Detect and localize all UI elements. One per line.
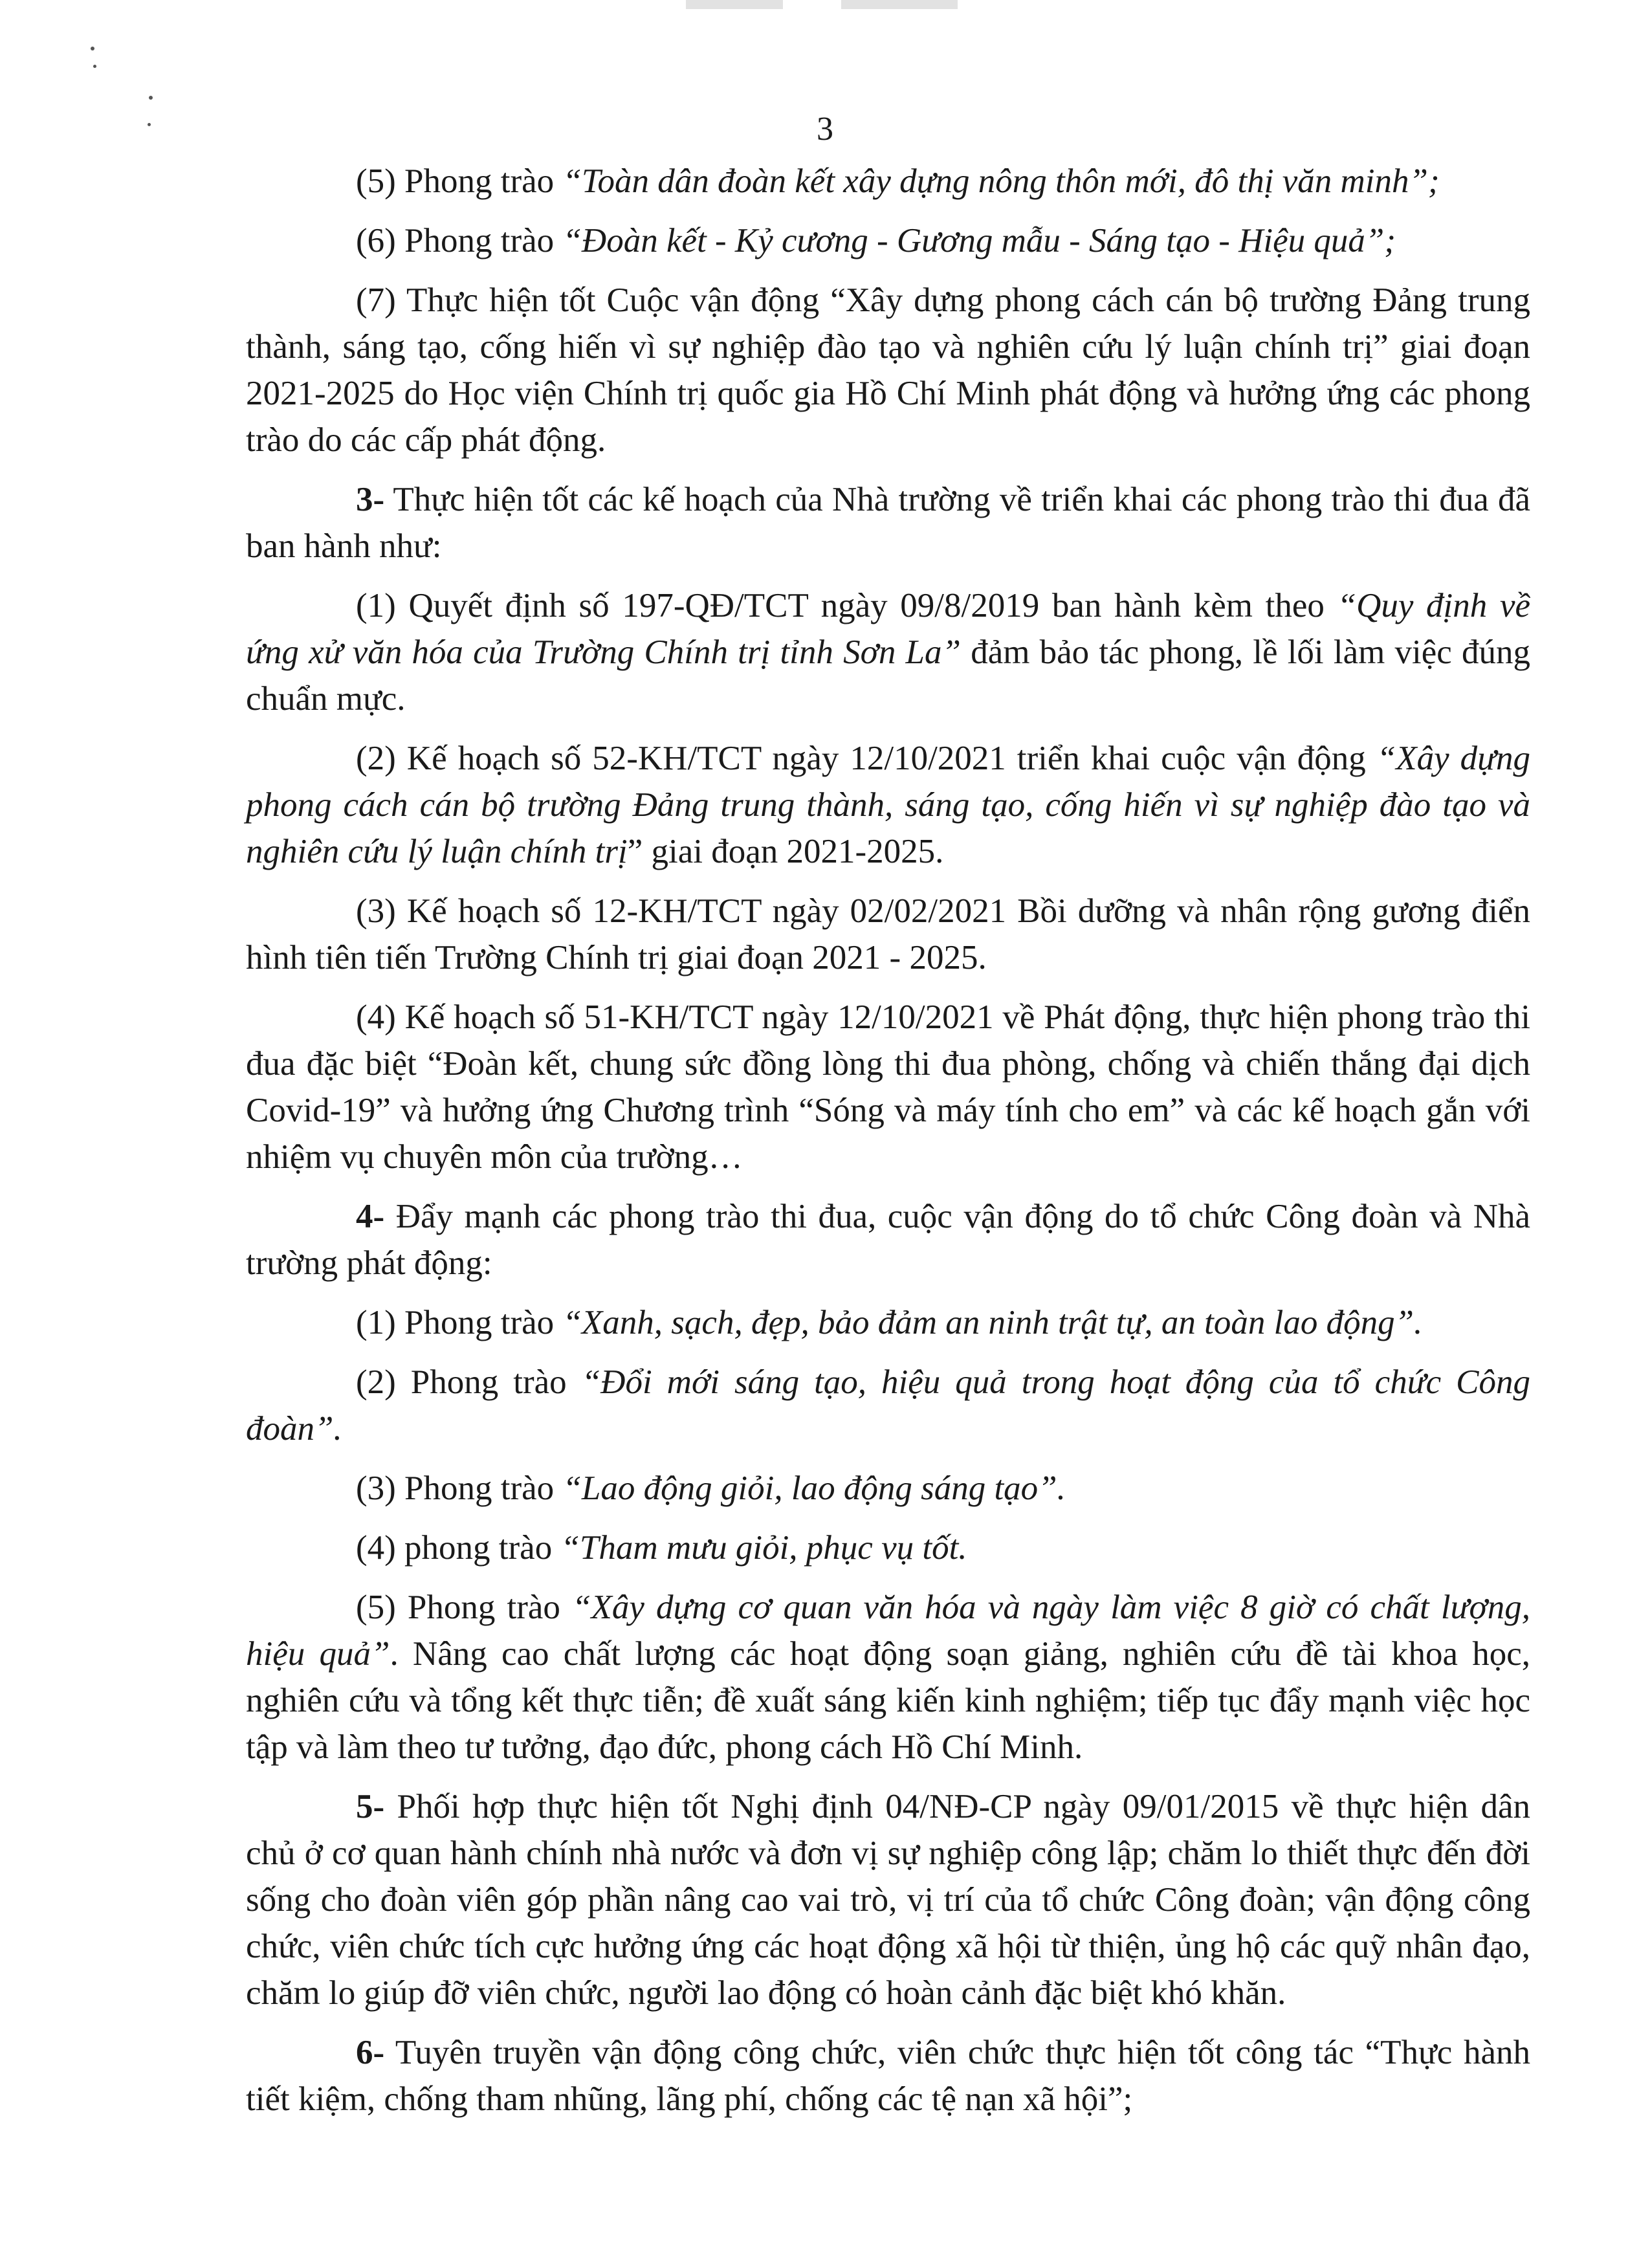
paragraph-text: 6- — [356, 2034, 385, 2071]
paragraph-text: (1) Phong trào — [356, 1304, 563, 1341]
paragraph — [246, 1299, 1530, 1346]
paragraph — [246, 1584, 1530, 1770]
paragraph — [246, 994, 1530, 1180]
paragraph-text: Đẩy mạnh các phong trào thi đua, cuộc vận động do tổ chức Công đoàn và Nhà trường phát động: — [246, 1198, 1530, 1282]
paragraph-text: “Đoàn kết - Kỷ cương - Gương mẫu - Sáng tạo - Hiệu quả”; — [562, 222, 1396, 259]
paragraph-text: “Quy định về ứng xử văn hóa của Trường Chính trị tỉnh Sơn La” — [246, 587, 1530, 671]
paragraph-text: đảm bảo tác phong, lề lối làm việc đúng chuẩn mực. — [246, 633, 1530, 718]
paragraph — [246, 1359, 1530, 1452]
paragraph-text: Phối hợp thực hiện tốt Nghị định 04/NĐ-CP ngày 09/01/2015 về thực hiện dân chủ ở cơ quan hành chính nhà nước và đơn vị sự nghiệp công lập; chăm lo thiết thực đến đời sống cho đoàn viên góp phần nâng cao vai trò, vị trí của tổ chức Công đoàn; vận động công chức, viên chức tích cực hưởng ứng các hoạt động xã hội từ thiện, ủng hộ các quỹ nhân đạo, chăm lo giúp đỡ viên chức, người lao động có hoàn cảnh đặc biệt khó khăn. — [246, 1788, 1530, 2012]
scan-speck — [93, 65, 96, 68]
paragraph — [246, 2029, 1530, 2122]
scan-artifact — [841, 0, 958, 9]
paragraph — [246, 888, 1530, 981]
paragraph-text: 5- — [356, 1788, 385, 1825]
paragraph-text: “Toàn dân đoàn kết xây dựng nông thôn mới, đô thị văn minh”; — [562, 162, 1440, 200]
paragraph — [246, 277, 1530, 463]
paragraph-text: “Xây dựng cơ quan văn hóa và ngày làm việc 8 giờ có chất lượng, hiệu quả” — [246, 1589, 1530, 1673]
paragraph — [246, 1465, 1530, 1512]
paragraph-text: (1) Quyết định số 197-QĐ/TCT ngày 09/8/2019 ban hành kèm theo — [356, 587, 1337, 624]
scan-speck — [91, 47, 94, 50]
paragraph-text: (2) Phong trào — [356, 1363, 582, 1401]
page-number: 3 — [817, 111, 833, 148]
paragraph-text: (5) Phong trào — [356, 1589, 573, 1626]
paragraph-text: (4) phong trào — [356, 1529, 561, 1567]
paragraph-text: (4) Kế hoạch số 51-KH/TCT ngày 12/10/2021 về Phát động, thực hiện phong trào thi đua đặc biệt “Đoàn kết, chung sức đồng lòng thi đua phòng, chống và chiến thắng đại dịch Covid-19” và hưởng ứng Chương trình “Sóng và máy tính cho em” và các kế hoạch gắn với nhiệm vụ chuyên môn của trường… — [246, 998, 1530, 1176]
paragraph-text: “Lao động giỏi, lao động sáng tạo”. — [562, 1470, 1066, 1507]
scan-speck — [149, 96, 153, 100]
paragraph-text: ” giai đoạn 2021-2025. — [627, 833, 944, 870]
scan-artifact — [686, 0, 783, 9]
paragraph — [246, 158, 1530, 204]
paragraph-text: (3) Kế hoạch số 12-KH/TCT ngày 02/02/2021 Bồi dưỡng và nhân rộng gương điển hình tiên tiến Trường Chính trị giai đoạn 2021 - 2025. — [246, 892, 1530, 976]
paragraph — [246, 217, 1530, 264]
paragraph-text: Tuyên truyền vận động công chức, viên chức thực hiện tốt công tác “Thực hành tiết kiệm, chống tham nhũng, lãng phí, chống các tệ nạn xã hội”; — [246, 2034, 1530, 2118]
paragraph-text: “Xây dựng phong cách cán bộ trường Đảng trung thành, sáng tạo, cống hiến vì sự nghiệp đào tạo và nghiên cứu lý luận chính trị — [246, 740, 1530, 870]
paragraph-text: (3) Phong trào — [356, 1470, 563, 1507]
paragraph-text: (7) Thực hiện tốt Cuộc vận động “Xây dựng phong cách cán bộ trường Đảng trung thành, sáng tạo, cống hiến vì sự nghiệp đào tạo và nghiên cứu lý luận chính trị” giai đoạn 2021-2025 do Học viện Chính trị quốc gia Hồ Chí Minh phát động và hưởng ứng các phong trào do các cấp phát động. — [246, 281, 1530, 459]
paragraph-text: “Tham mưu giỏi, phục vụ tốt. — [560, 1529, 967, 1567]
paragraph — [246, 582, 1530, 722]
paragraph-text: “Xanh, sạch, đẹp, bảo đảm an ninh trật tự, an toàn lao động”. — [562, 1304, 1423, 1341]
paragraph-text: 4- — [356, 1198, 385, 1235]
paragraph — [246, 1525, 1530, 1571]
paragraph-text: . Nâng cao chất lượng các hoạt động soạn giảng, nghiên cứu đề tài khoa học, nghiên cứu và tổng kết thực tiễn; đề xuất sáng kiến kinh nghiệm; tiếp tục đẩy mạnh việc học tập và làm theo tư tưởng, đạo đức, phong cách Hồ Chí Minh. — [246, 1635, 1530, 1766]
paragraph — [246, 1783, 1530, 2016]
paragraph-text: (6) Phong trào — [356, 222, 563, 259]
paragraph — [246, 1193, 1530, 1286]
document-body — [246, 158, 1530, 2135]
paragraph — [246, 476, 1530, 569]
paragraph-text: 3- — [356, 481, 385, 518]
paragraph-text: Thực hiện tốt các kế hoạch của Nhà trường về triển khai các phong trào thi đua đã ban hành như: — [246, 481, 1530, 565]
paragraph-text: (2) Kế hoạch số 52-KH/TCT ngày 12/10/2021 triển khai cuộc vận động — [356, 740, 1377, 777]
paragraph-text: (5) Phong trào — [356, 162, 563, 200]
paragraph-text: “Đổi mới sáng tạo, hiệu quả trong hoạt động của tổ chức Công đoàn”. — [246, 1363, 1530, 1448]
paragraph — [246, 735, 1530, 875]
